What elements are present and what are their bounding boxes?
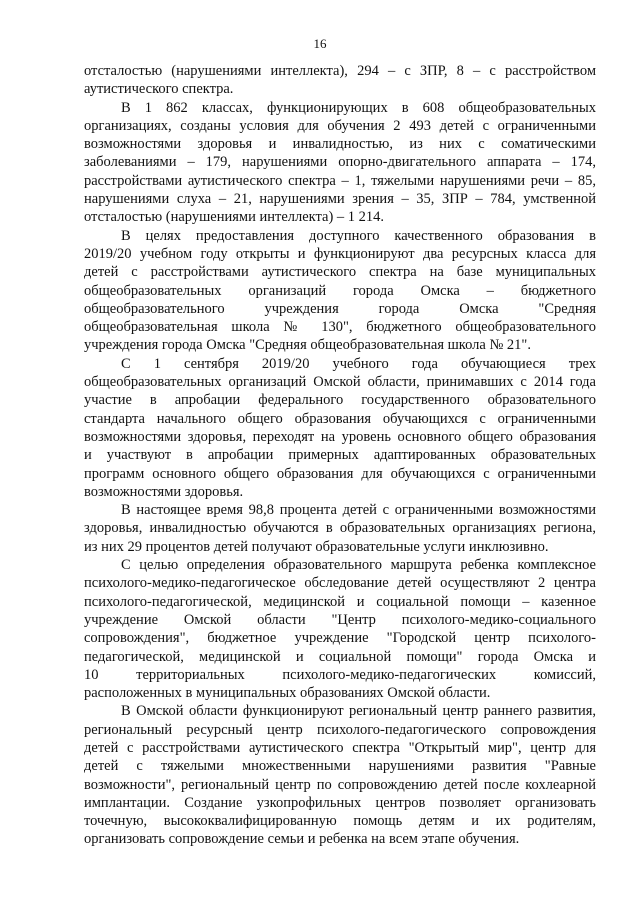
paragraph	[84, 355, 596, 501]
paragraph	[84, 702, 596, 848]
text-line: возможностями здоровья и инвалидностью, из них с соматическими	[84, 136, 596, 153]
text-line: общеобразовательных организаций Омской области, принимавших с 2014 года	[84, 374, 596, 391]
text-line: психолого-медико-педагогическое обследование детей осуществляют 2 центра	[84, 575, 596, 592]
text-line: здоровья, инвалидностью обучаются в образовательных организациях региона,	[84, 520, 596, 537]
text-line: педагогической, медицинской и социальной помощи" города Омска и	[84, 648, 596, 665]
text-line: заболеваниями – 179, нарушениями опорно-двигательного аппарата – 174,	[84, 154, 596, 171]
text-line: нарушениями слуха – 21, нарушениями зрения – 35, ЗПР – 784, умственной	[84, 191, 596, 208]
text-line: 10 территориальных психолого-медико-педагогических комиссий,	[84, 666, 596, 683]
text-line: отсталостью (нарушениями интеллекта) – 1 214.	[84, 209, 385, 226]
text-line: отсталостью (нарушениями интеллекта), 294 – с ЗПР, 8 – с расстройством	[84, 63, 596, 79]
text-line: В Омской области функционируют региональный центр раннего развития,	[121, 703, 596, 720]
text-line: программ основного общего образования для обучающихся с ограниченными	[84, 465, 596, 482]
text-line: учреждение Омской области "Центр психолого-медико-социального	[84, 611, 596, 628]
text-line: общеобразовательного учреждения города Омска "Средняя	[84, 300, 596, 317]
text-line: точечную, высококвалифицированную помощь детям и их родителям,	[84, 813, 596, 830]
text-line: возможностями здоровья, переходят на уровень основного общего образования	[84, 428, 596, 445]
text-line: имплантации. Создание узкопрофильных центров позволяет организовать	[84, 794, 596, 811]
paragraph	[84, 227, 596, 355]
text-line: психолого-педагогической, медицинской и социальной помощи – казенное	[84, 593, 596, 610]
document-body	[84, 62, 596, 849]
text-line: организациях, созданы условия для обучения 2 493 детей с ограниченными	[84, 117, 596, 134]
paragraph	[84, 501, 596, 556]
paragraph	[84, 62, 596, 99]
text-line: С целью определения образовательного маршрута ребенка комплексное	[121, 557, 596, 574]
text-line: В целях предоставления доступного качественного образования в	[121, 227, 596, 244]
text-line: сопровождения", бюджетное учреждение "Городской центр психолого-	[84, 630, 596, 647]
paragraph	[84, 556, 596, 702]
text-line: детей с тяжелыми множественными нарушениями развития "Равные	[84, 758, 596, 775]
text-line: организовать сопровождение семьи и ребенка на всем этапе обучения.	[84, 831, 520, 848]
text-line: аутистического спектра.	[84, 81, 234, 98]
paragraph	[84, 99, 596, 227]
text-line: участие в апробации федерального государственного образовательного	[84, 392, 596, 409]
text-line: стандарта начального общего образования обучающихся с ограниченными	[84, 410, 596, 427]
text-line: В 1 862 классах, функционирующих в 608 общеобразовательных	[121, 99, 596, 116]
text-line: и участвуют в апробации примерных адаптированных образовательных	[84, 447, 596, 464]
text-line: детей с расстройствами аутистического спектра "Открытый мир", центр для	[84, 739, 596, 756]
text-line: общеобразовательная школа № 130", бюджетного общеобразовательного	[84, 319, 596, 336]
text-line: региональный ресурсный центр психолого-педагогического сопровождения	[84, 721, 596, 738]
text-line: учреждения города Омска "Средняя общеобразовательная школа № 21".	[84, 337, 531, 354]
text-line: расположенных в муниципальных образованиях Омской области.	[84, 685, 491, 702]
text-line: из них 29 процентов детей получают образовательные услуги инклюзивно.	[84, 538, 549, 555]
text-line: возможностями здоровья.	[84, 483, 244, 500]
page-number: 16	[313, 36, 327, 51]
text-line: расстройствами аутистического спектра – 1, тяжелыми нарушениями речи – 85,	[84, 172, 596, 189]
text-line: возможности", региональный центр по сопровождению детей после кохлеарной	[84, 776, 596, 793]
text-line: общеобразовательных организаций города Омска – бюджетного	[84, 282, 596, 299]
text-line: детей с расстройствами аутистического спектра на базе муниципальных	[84, 264, 596, 281]
text-line: С 1 сентября 2019/20 учебного года обучающиеся трех	[121, 355, 596, 372]
text-line: 2019/20 учебном году открыты и функционируют два ресурсных класса для	[84, 245, 596, 262]
text-line: В настоящее время 98,8 процента детей с ограниченными возможностями	[121, 502, 596, 519]
